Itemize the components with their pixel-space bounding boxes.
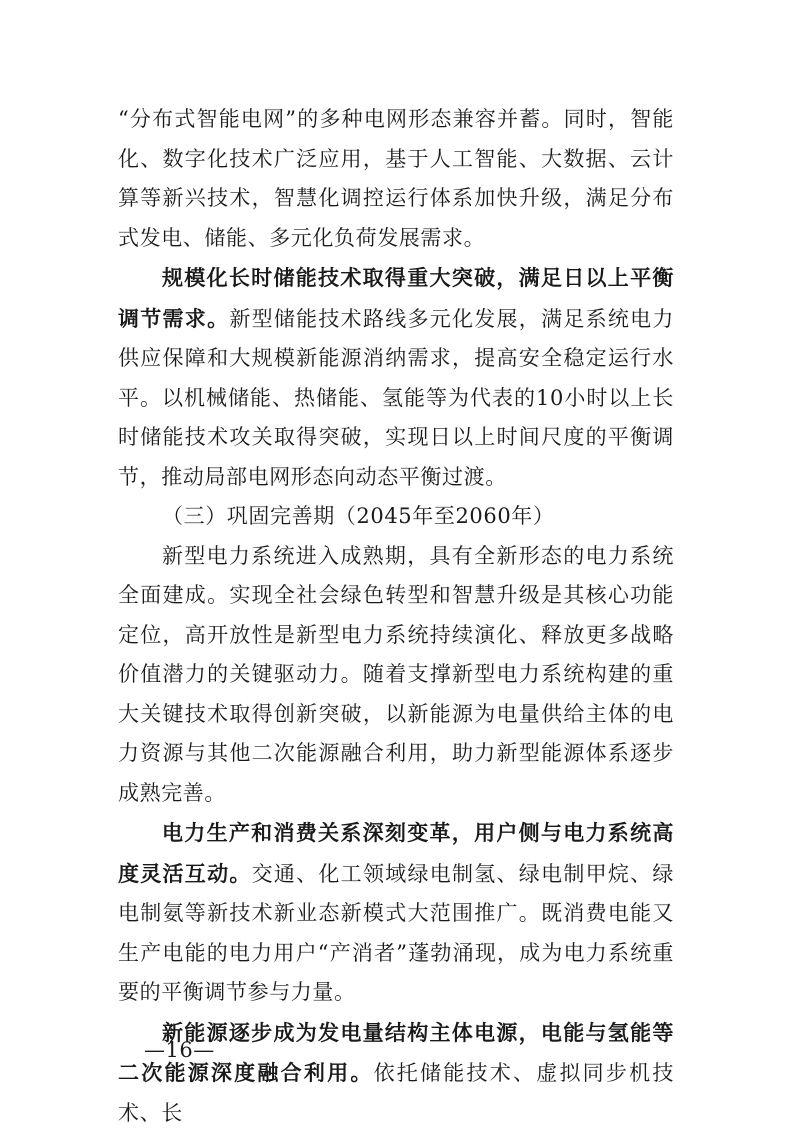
paragraph-text: 新型储能技术路线多元化发展，满足系统电力供应保障和大规模新能源消纳需求，提高安全稳定运行水平。以机械储能、热储能、氢能等为代表的10小时以上长时储能技术攻关取得突破，实现日以上时间尺度的平衡调节，推动局部电网形态向动态平衡过渡。 xyxy=(118,307,674,489)
paragraph-1 xyxy=(118,100,674,258)
paragraph-text: “分布式智能电网”的多种电网形态兼容并蓄。同时，智能化、数字化技术广泛应用，基于人工智能、大数据、云计算等新兴技术，智慧化调控运行体系加快升级，满足分布式发电、储能、多元化负荷发展需求。 xyxy=(118,107,674,250)
paragraph-text: 新型电力系统进入成熟期，具有全新形态的电力系统全面建成。实现全社会绿色转型和智慧升级是其核心功能定位，高开放性是新型电力系统持续演化、释放更多战略价值潜力的关键驱动力。随着支撑新型电力系统构建的重大关键技术取得创新突破，以新能源为电量供给主体的电力资源与其他二次能源融合利用，助力新型能源体系逐步成熟完善。 xyxy=(118,544,674,805)
paragraph-2 xyxy=(118,258,674,497)
paragraph-4 xyxy=(118,537,674,814)
body-text xyxy=(118,100,674,1133)
bold-lead-heading: 新能源逐步成为发电量结构主体电源，电能与氢能等二次能源深度融合利用。 xyxy=(118,1020,674,1086)
paragraph-text: 交通、化工领域绿电制氢、绿电制甲烷、绿电制氨等新技术新业态新模式大范围推广。既消费电能又生产电能的电力用户“产消者”蓬勃涌现，成为电力系统重要的平衡调节参与力量。 xyxy=(118,862,674,1005)
paragraph-text: 依托储能技术、虚拟同步机技术、长 xyxy=(118,1061,674,1125)
paragraph-6 xyxy=(118,1013,674,1133)
paragraph-5 xyxy=(118,813,674,1013)
bold-lead-heading: 电力生产和消费关系深刻变革，用户侧与电力系统高度灵活互动。 xyxy=(118,820,674,886)
page-number: —16— xyxy=(144,1035,215,1065)
bold-lead-heading: 规模化长时储能技术取得重大突破，满足日以上平衡调节需求。 xyxy=(118,265,674,331)
section-heading-text: （三）巩固完善期（2045年至2060年） xyxy=(162,504,555,528)
section-heading xyxy=(118,497,674,537)
